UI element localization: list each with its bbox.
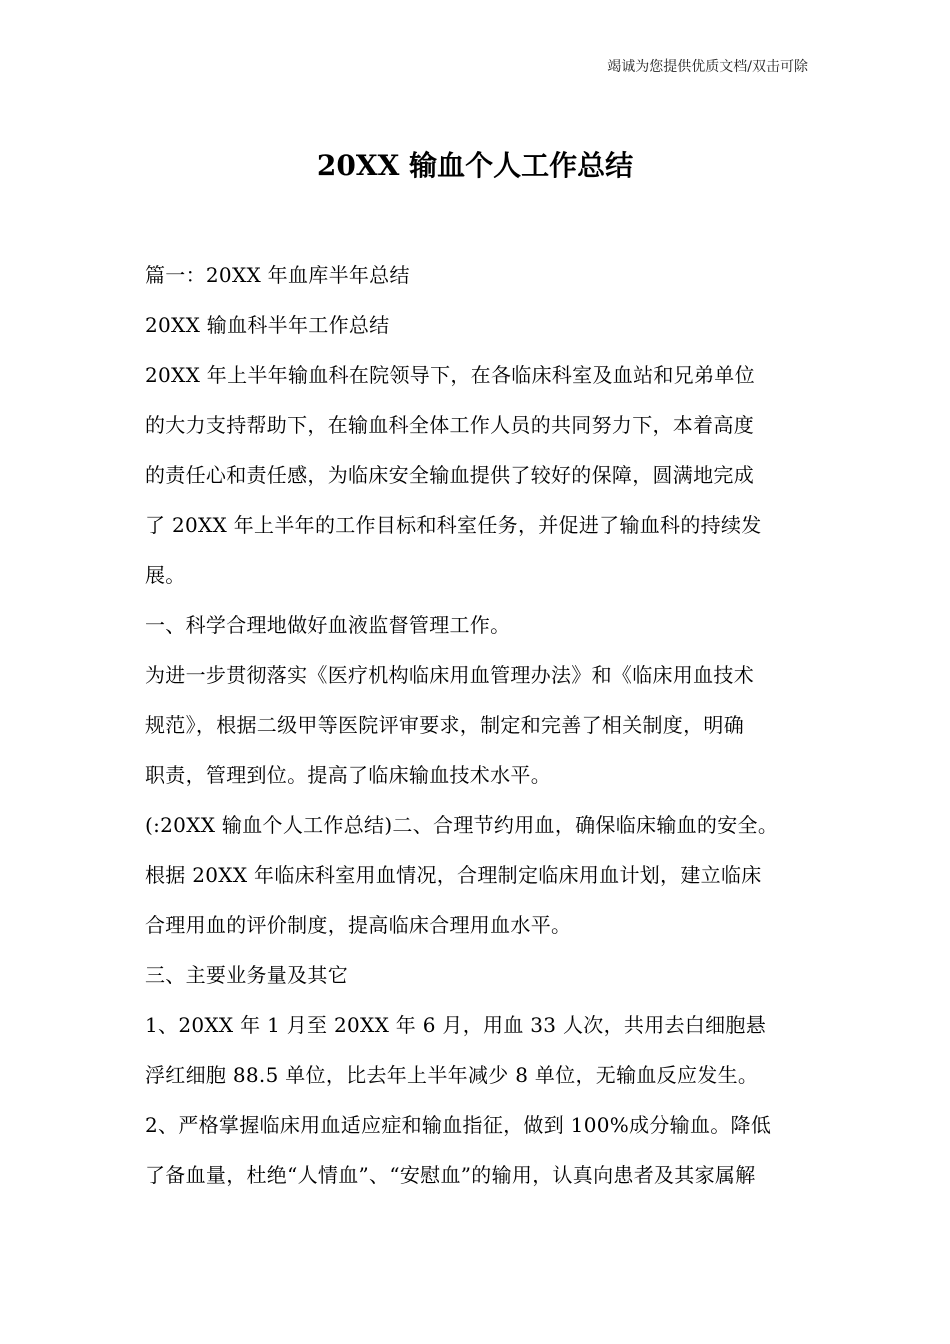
section-heading: (:20XX 输血个人工作总结)二、合理节约用血，确保临床输血的安全。 xyxy=(145,813,779,837)
text-line: 为进一步贯彻落实《医疗机构临床用血管理办法》和《临床用血技术 xyxy=(145,663,754,687)
header-note: 竭诚为您提供优质文档/双击可除 xyxy=(607,59,808,75)
text-line: 的大力支持帮助下，在输血科全体工作人员的共同努力下，本着高度 xyxy=(145,413,754,437)
text-line: 了备血量，杜绝“人情血”、“安慰血”的输用，认真向患者及其家属解 xyxy=(145,1163,756,1187)
document-body xyxy=(145,250,817,1200)
text-line: 的责任心和责任感，为临床安全输血提供了较好的保障，圆满地完成 xyxy=(145,463,754,487)
text-line: 了 20XX 年上半年的工作目标和科室任务，并促进了输血科的持续发 xyxy=(145,513,762,537)
text-line: 1、20XX 年 1 月至 20XX 年 6 月，用血 33 人次，共用去白细胞悬 xyxy=(145,1013,766,1037)
text-line: 规范》，根据二级甲等医院评审要求，制定和完善了相关制度，明确 xyxy=(145,713,744,737)
text-line: 根据 20XX 年临床科室用血情况，合理制定临床用血计划，建立临床 xyxy=(145,863,762,887)
text-line: 20XX 年上半年输血科在院领导下，在各临床科室及血站和兄弟单位 xyxy=(145,363,755,387)
text-line: 2、严格掌握临床用血适应症和输血指征，做到 100%成分输血。降低 xyxy=(145,1113,772,1137)
section-heading: 三、主要业务量及其它 xyxy=(145,963,348,987)
section-heading: 一、科学合理地做好血液监督管理工作。 xyxy=(145,613,511,637)
text-line: 浮红细胞 88.5 单位，比去年上半年减少 8 单位，无输血反应发生。 xyxy=(145,1063,759,1087)
text-line: 篇一：20XX 年血库半年总结 xyxy=(145,263,410,287)
document-title: 20XX 输血个人工作总结 xyxy=(316,149,634,182)
text-line: 合理用血的评价制度，提高临床合理用血水平。 xyxy=(145,913,572,937)
text-line: 展。 xyxy=(145,563,186,587)
text-line: 20XX 输血科半年工作总结 xyxy=(145,313,390,337)
text-line: 职责，管理到位。提高了临床输血技术水平。 xyxy=(145,763,551,787)
